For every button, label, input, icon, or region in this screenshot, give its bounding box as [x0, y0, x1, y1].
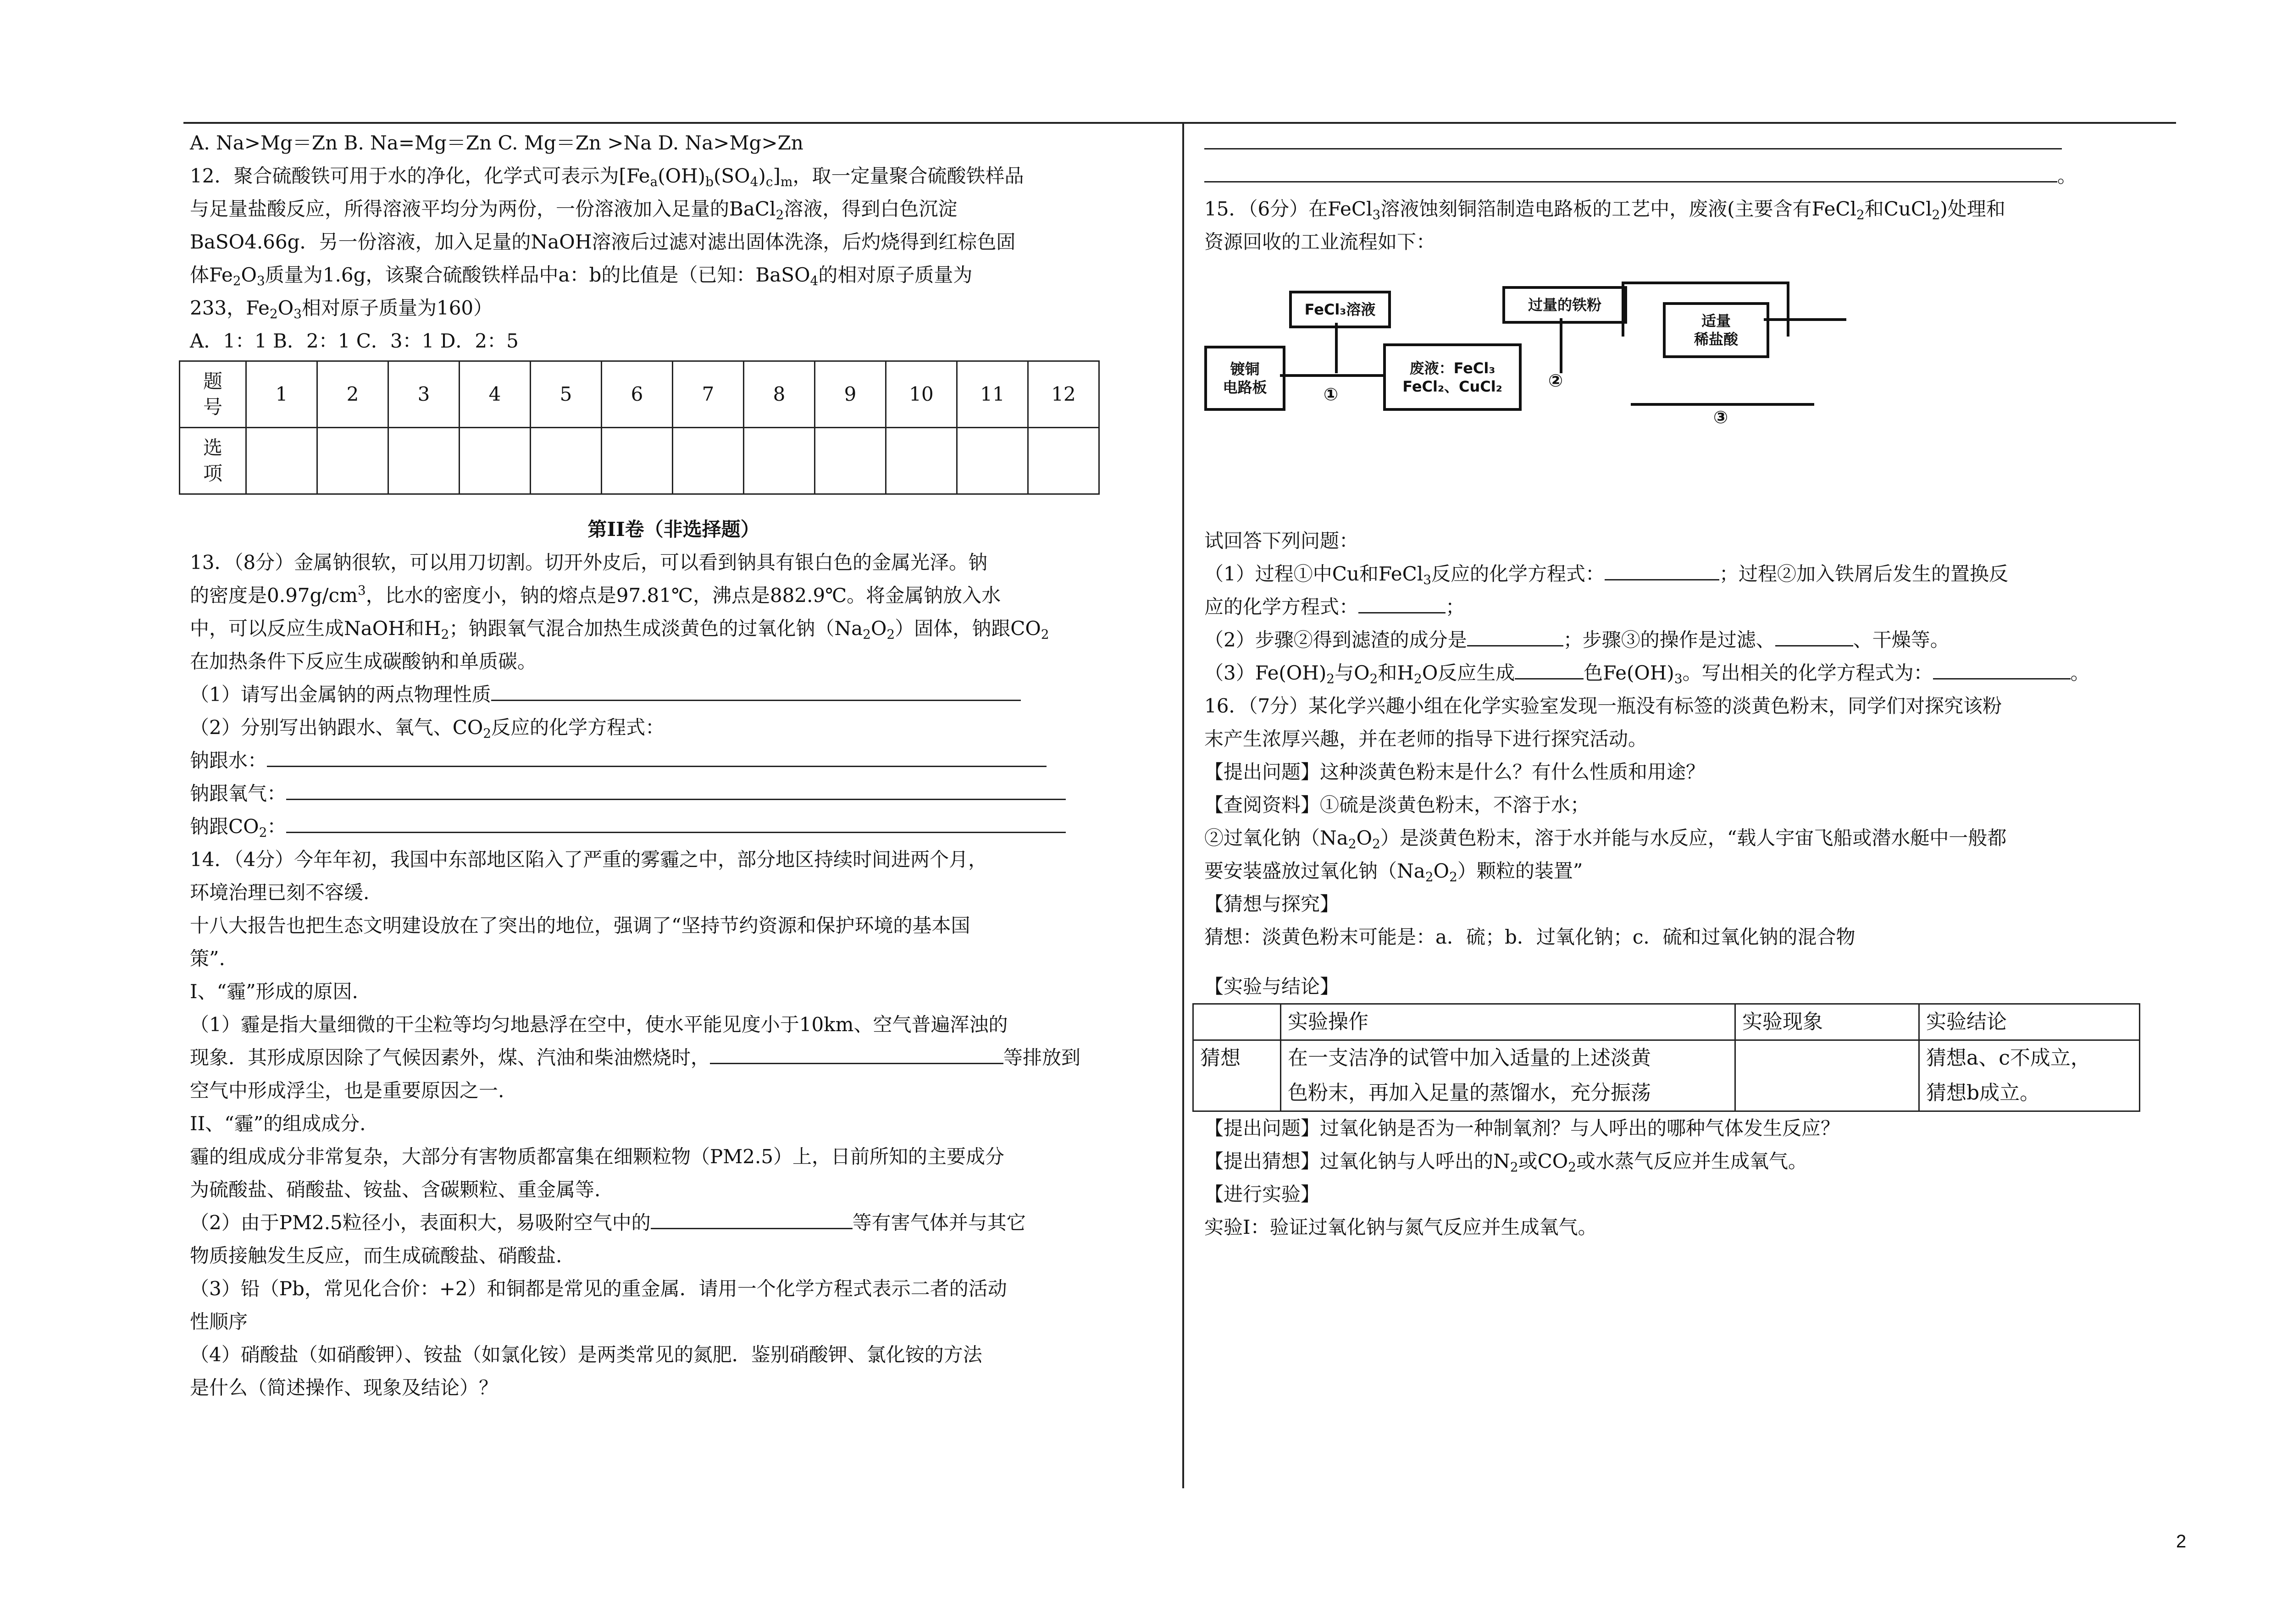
answer-choice-cell[interactable] [744, 428, 815, 494]
q14-answer-line-2: 。 [1204, 160, 2177, 193]
q16-line-2: 末产生浓厚兴趣，并在老师的指导下进行探究活动。 [1204, 728, 1648, 750]
q12-line-2: 与足量盐酸反应，所得溶液平均分为两份，一份溶液加入足量的BaCl$_2$溶液，得到白色沉淀 [190, 198, 958, 222]
answer-table-head-choice: 选 项 [180, 428, 246, 494]
answer-number-cell: 11 [957, 361, 1028, 428]
q14-line-3: 十八大报告也把生态文明建设放在了突出的地位，强调了“坚持节约资源和保护环境的基本国 [190, 914, 970, 937]
q16-info-3: 要安装盛放过氧化钠$(Na_2O_2)$颗粒的装置” [1204, 860, 1583, 884]
flow-box-waste-liquid: 废液：FeCl₃ FeCl₂、CuCl₂ [1383, 343, 1522, 411]
q13-line-1: 13．（8分）金属钠很软，可以用刀切割。切开外皮后，可以看到钠具有银白色的金属光泽。钠 [190, 551, 988, 574]
answer-blank[interactable] [710, 1043, 1003, 1064]
page-number: 2 [2176, 1531, 2187, 1552]
flow-line-top [1622, 282, 1624, 337]
q15-line-1: 15．（6分）在FeCl$_3$溶液蚀刻铜箔制造电路板的工艺中，废液(主要含有FeCl$_2$和CuCl$_2$)处理和 [1204, 198, 2005, 222]
answer-number-cell: 9 [815, 361, 886, 428]
flow-step-1: ① [1324, 384, 1339, 404]
answer-number-cell: 7 [673, 361, 744, 428]
q11-options: A. Na>Mg＝Zn B. Na=Mg＝Zn C. Mg＝Zn >Na D. Na>Mg>Zn [190, 132, 803, 154]
answer-blank[interactable] [1358, 592, 1446, 613]
answer-blank[interactable] [651, 1208, 853, 1229]
q15-part-1-line-1: （1）过程①中Cu和FeCl$_3$反应的化学方程式： ；过程②加入铁屑后发生的置换反 [1204, 558, 2177, 591]
answer-choice-cell[interactable] [673, 428, 744, 494]
flow-arrow-down [1335, 323, 1338, 373]
answer-blank[interactable] [1204, 128, 2062, 149]
experiment-header-phenomenon: 实验现象 [1735, 1004, 1919, 1040]
q14-line-14: （3）铅（Pb，常见化合价：+2）和铜都是常见的重金属．请用一个化学方程式表示二者的活动 [190, 1277, 1007, 1300]
q16-hypothesis: 猜想：淡黄色粉末可能是：a．硫；b．过氧化钠；c．硫和过氧化钠的混合物 [1204, 926, 1855, 948]
q14-line-13: 物质接触发生反应，而生成硫酸盐、硝酸盐. [190, 1244, 562, 1267]
answer-number-cell: 2 [317, 361, 388, 428]
q14-line-5: I、“霾”形成的原因. [190, 980, 358, 1003]
top-rule [183, 122, 2176, 124]
answer-choice-cell[interactable] [815, 428, 886, 494]
answer-table-row-numbers [180, 361, 1099, 428]
q15-part-1-line-2: 应的化学方程式： ； [1204, 591, 2177, 624]
experiment-phenomenon-cell[interactable] [1735, 1040, 1919, 1111]
q13-part-2: （2）分别写出钠跟水、氧气、$CO_2$反应的化学方程式： [190, 716, 665, 741]
answer-table-head-number: 题 号 [180, 361, 246, 428]
q14-line-8: 空气中形成浮尘，也是重要原因之一. [190, 1079, 504, 1102]
answer-choice-cell[interactable] [531, 428, 602, 494]
answer-choice-cell[interactable] [246, 428, 317, 494]
q13-part-1: （1）请写出金属钠的两点物理性质 [190, 678, 1158, 711]
q14-line-2: 环境治理已刻不容缓. [190, 881, 370, 904]
q12-line-3: BaSO4.66g．另一份溶液，加入足量的NaOH溶液后过滤对滤出固体洗涤，后灼烧得到红棕色固 [190, 231, 1016, 253]
q12-line-1: 12．聚合硫酸铁可用于水的净化，化学式可表示为$[Fe_a(OH)_b(SO_4)_c]_m$，取一定量聚合硫酸铁样品 [190, 165, 1024, 189]
flow-line-top-h [1622, 282, 1787, 284]
q14-line-9: II、“霾”的组成成分. [190, 1112, 366, 1135]
q15-line-2: 资源回收的工业流程如下： [1204, 231, 1436, 253]
answer-choice-cell[interactable] [460, 428, 531, 494]
answer-choice-cell[interactable] [957, 428, 1028, 494]
experiment-table-header [1193, 1004, 2140, 1040]
q16-info-2: ②过氧化钠$(Na_2O_2)$是淡黄色粉末，溶于水并能与水反应，“载人宇宙飞船或潜水艇中一般都 [1204, 827, 2007, 851]
answer-number-cell: 6 [602, 361, 673, 428]
q14-line-4: 策”. [190, 947, 225, 970]
q16-line-1: 16．（7分）某化学兴趣小组在化学实验室发现一瓶没有标签的淡黄色粉末，同学们对探究该粉 [1204, 695, 2002, 717]
q16-hypothesis-2: 【提出猜想】过氧化钠与人呼出的$N_2$或$CO_2$或水蒸气反应并生成氧气。 [1204, 1150, 1808, 1175]
q13-na-co2: 钠跟$CO_2$： [190, 810, 1158, 843]
answer-blank[interactable] [286, 779, 1066, 800]
q13-line-3: 中，可以反应生成NaOH和$H_2$；钠跟氧气混合加热生成淡黄色的过氧化钠$(Na_2O_2)$固体，钠跟$CO_2$ [190, 617, 1049, 642]
answer-blank[interactable] [267, 746, 1047, 767]
section-title: 第II卷（非选择题） [587, 518, 760, 541]
q16-question-2: 【提出问题】过氧化钠是否为一种制氧剂？与人呼出的哪种气体发生反应？ [1204, 1117, 1840, 1139]
q14-line-12: （2）由于PM2.5粒径小，表面积大，易吸附空气中的 等有害气体并与其它 [190, 1206, 1158, 1239]
flow-arrow-right [1280, 374, 1383, 377]
answer-number-cell: 8 [744, 361, 815, 428]
q16-experiment-1: 实验Ⅰ：验证过氧化钠与氮气反应并生成氧气。 [1204, 1216, 1597, 1238]
q16-question: 【提出问题】这种淡黄色粉末是什么？有什么性质和用途？ [1204, 761, 1706, 783]
flow-box-dilute-acid: 适量 稀盐酸 [1663, 302, 1769, 358]
q15-part-2: （2）步骤②得到滤渣的成分是 ；步骤③的操作是过滤、 、干燥等。 [1204, 624, 2177, 657]
answer-blank[interactable] [491, 679, 1021, 701]
q14-line-1: 14．（4分）今年年初，我国中东部地区陷入了严重的雾霾之中，部分地区持续时间进两个月， [190, 848, 988, 871]
answer-number-cell: 1 [246, 361, 317, 428]
q16-experiment-start: 【进行实验】 [1204, 1183, 1320, 1205]
q12-options: A．1：1 B．2：1 C．3：1 D．2：5 [190, 330, 519, 352]
answer-number-cell: 4 [460, 361, 531, 428]
answer-number-cell: 12 [1028, 361, 1099, 428]
experiment-table-row [1193, 1040, 2140, 1111]
answer-choice-cell[interactable] [317, 428, 388, 494]
answer-choice-cell[interactable] [388, 428, 460, 494]
answer-number-cell: 5 [531, 361, 602, 428]
answer-table [179, 360, 1100, 495]
flow-box-copper-plate: 镀铜 电路板 [1204, 346, 1285, 411]
answer-blank[interactable] [1204, 161, 2057, 182]
answer-blank[interactable] [1933, 658, 2071, 679]
q13-na-oxygen: 钠跟氧气： [190, 777, 1158, 810]
experiment-header-blank [1193, 1004, 1281, 1040]
q16-info-1: 【查阅资料】①硫是淡黄色粉末，不溶于水； [1204, 794, 1590, 816]
q16-experiment-heading: 【实验与结论】 [1204, 975, 1340, 998]
answer-blank[interactable] [1605, 559, 1719, 580]
experiment-operation-cell: 在一支洁净的试管中加入适量的上述淡黄 色粉末，再加入足量的蒸馏水，充分振荡 [1281, 1040, 1735, 1111]
answer-blank[interactable] [1775, 625, 1853, 646]
answer-number-cell: 3 [388, 361, 460, 428]
answer-choice-cell[interactable] [1028, 428, 1099, 494]
flow-box-excess-iron: 过量的铁粉 [1502, 286, 1627, 324]
experiment-table [1192, 1003, 2140, 1112]
q16-hypothesis-heading: 【猜想与探究】 [1204, 893, 1340, 915]
right-column [1200, 127, 2177, 1244]
q14-line-16: （4）硝酸盐（如硝酸钾）、铵盐（如氯化铵）是两类常见的氮肥．鉴别硝酸钾、氯化铵的方法 [190, 1343, 982, 1366]
q14-line-7: 现象．其形成原因除了气候因素外，煤、汽油和柴油燃烧时， 等排放到 [190, 1041, 1158, 1074]
answer-table-row-choices [180, 428, 1099, 494]
answer-blank[interactable] [1515, 658, 1584, 679]
experiment-conclusion-cell: 猜想a、c不成立， 猜想b成立。 [1919, 1040, 2140, 1111]
answer-choice-cell[interactable] [602, 428, 673, 494]
q14-line-10: 霾的组成成分非常复杂，大部分有害物质都富集在细颗粒物（PM2.5）上，日前所知的主要成分 [190, 1145, 1005, 1168]
flow-step-3: ③ [1713, 407, 1728, 427]
q13-line-2: 的密度是$0.97g/cm^3$，比水的密度小，钠的熔点是97.81℃，沸点是882.9℃。将金属钠放入水 [190, 583, 1001, 607]
q14-line-6: （1）霾是指大量细微的干尘粒等均匀地悬浮在空中，使水平能见度小于10km、空气普遍浑浊的 [190, 1013, 1008, 1036]
flow-line-right-v [1787, 282, 1789, 337]
flow-step-2: ② [1548, 370, 1563, 391]
q15-prompt: 试回答下列问题： [1204, 530, 1359, 552]
q14-line-11: 为硫酸盐、硝酸盐、铵盐、含碳颗粒、重金属等. [190, 1178, 601, 1201]
q15-part-3: $(3)Fe(OH)_2$与$O_2$和$H_2O$反应生成 色$Fe(OH)_3$。写出相关的化学方程式为： 。 [1204, 657, 2177, 690]
answer-number-cell: 10 [886, 361, 957, 428]
q14-line-17: 是什么（简述操作、现象及结论）？ [190, 1376, 498, 1399]
q13-na-water: 钠跟水： [190, 744, 1158, 777]
experiment-row-label: 猜想 [1193, 1040, 1281, 1111]
answer-blank[interactable] [1467, 625, 1563, 646]
left-column [190, 127, 1158, 1404]
q14-line-15: 性顺序 [190, 1310, 248, 1333]
q12-line-4: 体$Fe_2O_3$质量为1.6g，该聚合硫酸铁样品中a：b的比值是（已知：BaSO$_4$的相对原子质量为 [190, 264, 973, 288]
answer-blank[interactable] [286, 812, 1066, 833]
q13-line-4: 在加热条件下反应生成碳酸钠和单质碳。 [190, 650, 537, 673]
q14-answer-line-1 [1204, 127, 2177, 160]
answer-choice-cell[interactable] [886, 428, 957, 494]
process-flow-diagram [1204, 268, 1846, 525]
column-divider [1182, 122, 1184, 1488]
q12-line-5: 233，$Fe_2O_3$相对原子质量为160） [190, 297, 493, 321]
experiment-header-conclusion: 实验结论 [1919, 1004, 2140, 1040]
flow-box-fecl3-solution: FeCl₃溶液 [1289, 291, 1391, 328]
flow-line-right-h [1764, 318, 1846, 321]
experiment-header-operation: 实验操作 [1281, 1004, 1735, 1040]
